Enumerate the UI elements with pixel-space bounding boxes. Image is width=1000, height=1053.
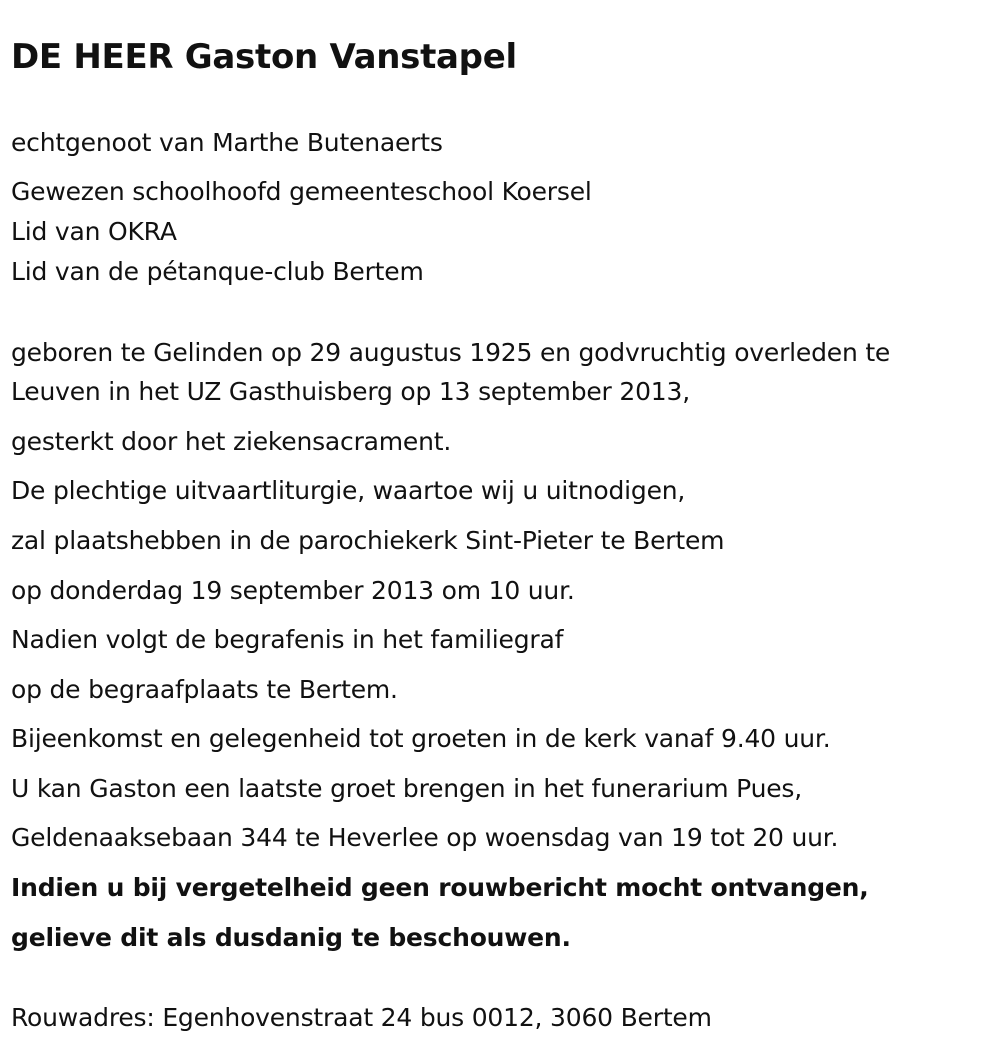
ceremony-line-1: De plechtige uitvaartliturgie, waartoe wij u uitnodigen,	[11, 476, 686, 505]
birth-death-line-1: geboren te Gelinden op 29 augustus 1925 en godvruchtig overleden te	[11, 338, 891, 367]
notice-line-1: Indien u bij vergetelheid geen rouwbericht mocht ontvangen,	[11, 873, 869, 902]
role-line-1: Gewezen schoolhoofd gemeenteschool Koersel	[11, 177, 592, 206]
mourning-address: Rouwadres: Egenhovenstraat 24 bus 0012, 3060 Bertem	[11, 1003, 712, 1032]
role-line-3: Lid van de pétanque-club Bertem	[11, 257, 424, 286]
birth-death-line-2: Leuven in het UZ Gasthuisberg op 13 september 2013,	[11, 377, 690, 406]
sacrament-line: gesterkt door het ziekensacrament.	[11, 427, 452, 456]
ceremony-line-3: op donderdag 19 september 2013 om 10 uur.	[11, 576, 575, 605]
notice-line-2: gelieve dit als dusdanig te beschouwen.	[11, 923, 571, 952]
page-title: DE HEER Gaston Vanstapel	[11, 37, 517, 77]
ceremony-line-5: op de begraafplaats te Bertem.	[11, 675, 398, 704]
ceremony-line-4: Nadien volgt de begrafenis in het familiegraf	[11, 625, 564, 654]
ceremony-line-6: Bijeenkomst en gelegenheid tot groeten in de kerk vanaf 9.40 uur.	[11, 724, 831, 753]
ceremony-line-7: U kan Gaston een laatste groet brengen in het funerarium Pues,	[11, 774, 802, 803]
spouse-line: echtgenoot van Marthe Butenaerts	[11, 128, 443, 157]
role-line-2: Lid van OKRA	[11, 217, 177, 246]
ceremony-line-2: zal plaatshebben in de parochiekerk Sint-Pieter te Bertem	[11, 526, 725, 555]
ceremony-line-8: Geldenaaksebaan 344 te Heverlee op woensdag van 19 tot 20 uur.	[11, 823, 839, 852]
